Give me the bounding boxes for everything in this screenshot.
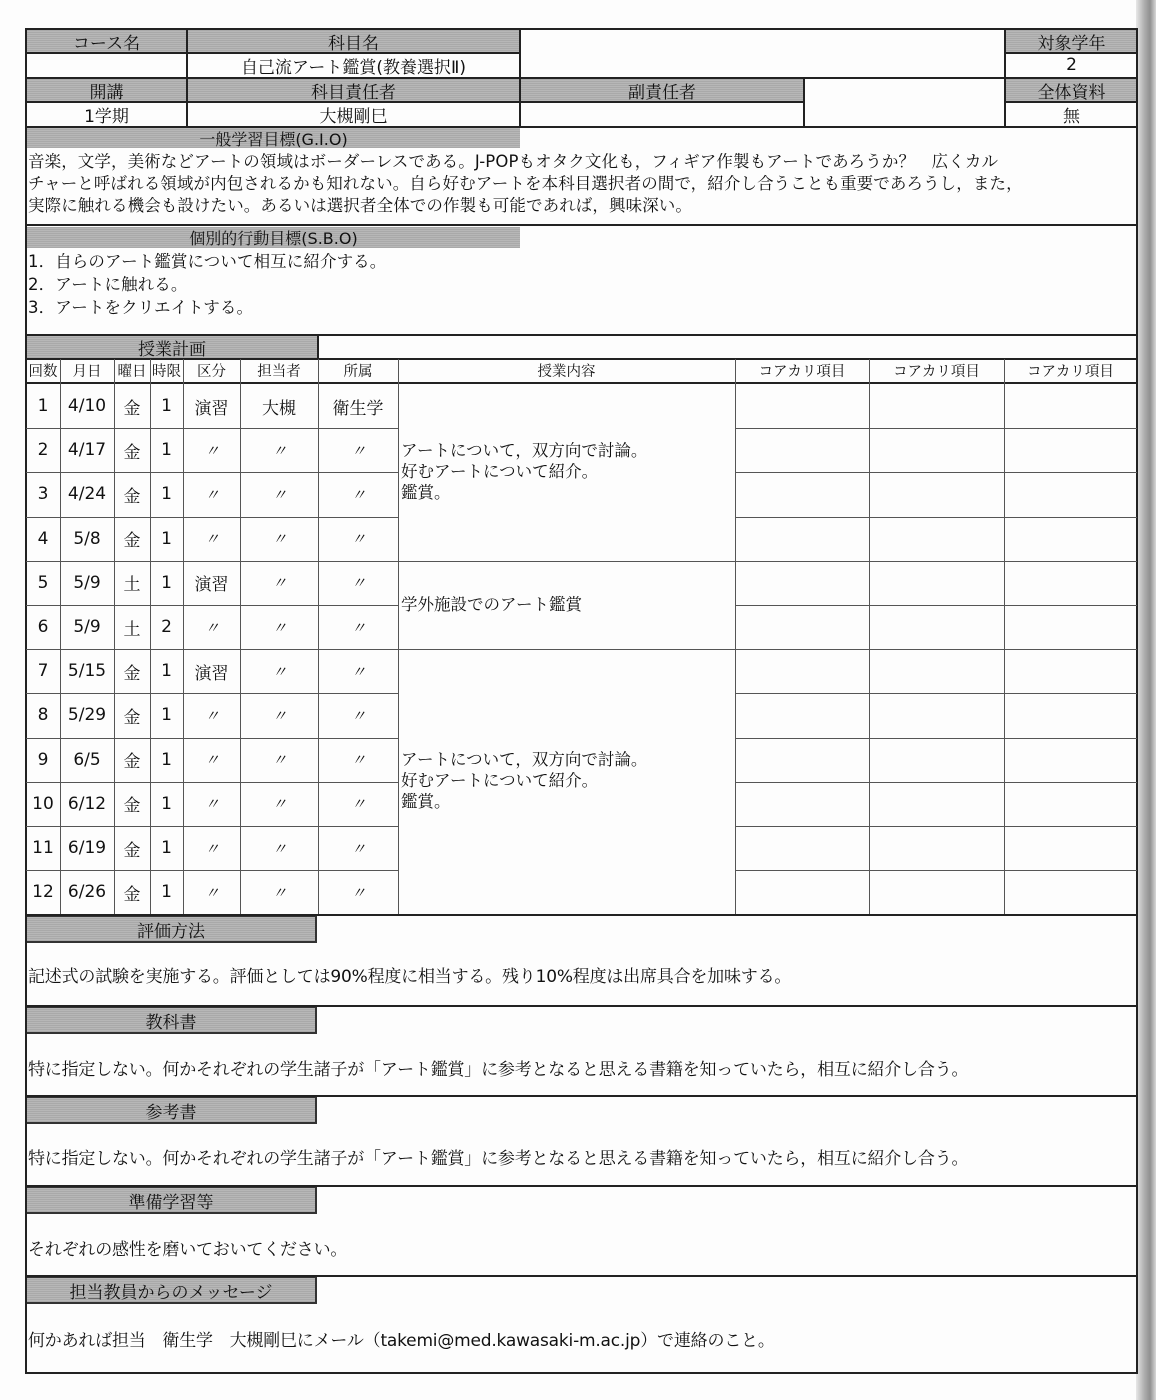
- content-line: 好むアートについて紹介。: [401, 462, 599, 481]
- core-curriculum-cell: [869, 605, 1004, 649]
- content-group-3: [401, 749, 647, 812]
- lesson-teacher: 〃: [271, 662, 286, 681]
- lesson-period: 1: [161, 705, 172, 726]
- lesson-date: 5/9: [73, 572, 101, 593]
- core-curriculum-cell: [1004, 428, 1137, 472]
- core-curriculum-cell: [869, 826, 1004, 870]
- lesson-date: 6/26: [67, 882, 107, 903]
- responsible-value: 大槻剛巳: [319, 106, 388, 127]
- sbo-item-3: 3．アートをクリエイトする。: [28, 298, 254, 317]
- content-line: アートについて，双方向で討論。: [401, 441, 648, 460]
- lesson-type: 〃: [204, 839, 219, 858]
- lesson-number: 1: [37, 396, 49, 417]
- materials-value: 無: [1063, 106, 1080, 127]
- lesson-number: 5: [37, 572, 49, 593]
- lesson-teacher: 〃: [271, 441, 286, 460]
- lesson-type: 演習: [194, 398, 229, 419]
- core-curriculum-cell: [869, 782, 1004, 826]
- responsible-label: 科目責任者: [187, 78, 520, 102]
- term-label: 開講: [26, 78, 187, 102]
- evaluation-label: 評価方法: [25, 915, 317, 943]
- core-curriculum-cell: [735, 384, 869, 428]
- core-curriculum-cell: [869, 561, 1004, 605]
- lesson-number: 3: [37, 484, 49, 505]
- lesson-type: 〃: [204, 485, 219, 504]
- lesson-weekday: 金: [123, 884, 141, 905]
- preparation-label: 準備学習等: [25, 1186, 317, 1214]
- lesson-type: 〃: [204, 795, 219, 814]
- core-curriculum-cell: [869, 693, 1004, 737]
- preparation-text: それぞれの感性を磨いておいてください。: [28, 1240, 348, 1260]
- column-header: 回数: [28, 364, 58, 380]
- lesson-weekday: 金: [123, 840, 141, 861]
- scan-page-edge: [1136, 0, 1156, 1400]
- lesson-number: 10: [32, 793, 54, 814]
- core-curriculum-cell: [869, 649, 1004, 693]
- gio-label: 一般学習目標(G.I.O): [27, 128, 520, 148]
- core-curriculum-cell: [735, 826, 869, 870]
- core-curriculum-cell: [735, 605, 869, 649]
- column-header: 時限: [152, 364, 181, 380]
- core-curriculum-cell: [869, 738, 1004, 782]
- lesson-type: 〃: [204, 706, 219, 725]
- core-curriculum-cell: [1004, 693, 1137, 737]
- lesson-type: 〃: [204, 751, 219, 770]
- lesson-date: 6/5: [73, 749, 101, 770]
- lesson-teacher: 〃: [271, 574, 286, 593]
- content-line: 鑑賞。: [401, 483, 451, 502]
- core-curriculum-cell: [1004, 384, 1137, 428]
- lesson-type: 演習: [194, 663, 229, 684]
- lesson-weekday: 土: [123, 575, 141, 596]
- course-name-value: [26, 53, 187, 77]
- core-curriculum-cell: [869, 517, 1004, 561]
- subject-name-value: 自己流アート鑑賞(教養選択Ⅱ): [240, 57, 467, 78]
- core-curriculum-cell: [869, 870, 1004, 914]
- message-label: 担当教員からのメッセージ: [25, 1276, 317, 1304]
- sbo-item-1: 1．自らのアート鑑賞について相互に紹介する。: [28, 252, 387, 271]
- lesson-dept: 〃: [350, 530, 365, 549]
- evaluation-text: 記述式の試験を実施する。評価としては90%程度に相当する。残り10%程度は出席具合を加味する。: [28, 967, 792, 987]
- core-curriculum-cell: [735, 870, 869, 914]
- lesson-dept: 〃: [350, 706, 365, 725]
- gio-line-2: チャーと呼ばれる領域が内包されるかも知れない。自ら好むアートを本科目選択者の間で，紹介し合うことも重要であろうし，また，: [28, 174, 1023, 193]
- lesson-teacher: 〃: [271, 751, 286, 770]
- course-name-label: コース名: [26, 29, 187, 53]
- lesson-number: 6: [37, 617, 49, 638]
- lesson-date: 5/8: [73, 528, 101, 549]
- core-curriculum-cell: [1004, 472, 1137, 516]
- sbo-label: 個別的行動目標(S.B.O): [27, 227, 520, 248]
- lesson-dept: 〃: [350, 883, 365, 902]
- column-header: 授業内容: [537, 364, 596, 380]
- lesson-teacher: 〃: [271, 618, 286, 637]
- lesson-type: 演習: [194, 575, 229, 596]
- core-curriculum-cell: [869, 428, 1004, 472]
- subject-name-label: 科目名: [187, 29, 520, 53]
- core-curriculum-cell: [735, 649, 869, 693]
- sbo-item-2: 2．アートに触れる。: [28, 275, 188, 294]
- lesson-weekday: 土: [123, 619, 141, 640]
- content-line: 学外施設でのアート鑑賞: [401, 595, 583, 614]
- lesson-period: 1: [161, 440, 172, 461]
- lesson-type: 〃: [204, 883, 219, 902]
- lesson-dept: 〃: [350, 441, 365, 460]
- lesson-dept: 〃: [350, 662, 365, 681]
- lesson-dept: 衛生学: [332, 398, 384, 419]
- core-curriculum-cell: [735, 472, 869, 516]
- lesson-dept: 〃: [350, 839, 365, 858]
- lesson-type: 〃: [204, 441, 219, 460]
- core-curriculum-cell: [1004, 605, 1137, 649]
- core-curriculum-cell: [735, 693, 869, 737]
- column-header: コアカリ項目: [1027, 364, 1114, 380]
- term-value: 1学期: [84, 106, 129, 127]
- content-line: アートについて，双方向で討論。: [401, 750, 648, 769]
- lesson-teacher: 〃: [271, 883, 286, 902]
- lesson-dept: 〃: [350, 751, 365, 770]
- lesson-weekday: 金: [123, 531, 141, 552]
- column-header: コアカリ項目: [758, 364, 846, 380]
- column-header: 区分: [197, 364, 226, 380]
- lesson-number: 12: [32, 882, 54, 903]
- gio-line-1: 音楽，文学，美術などアートの領域はボーダーレスである。J-POPもオタク文化も，フィギア作製もアートであろうか？ 広くカル: [28, 152, 999, 171]
- lesson-weekday: 金: [123, 796, 141, 817]
- lesson-date: 4/24: [67, 484, 107, 505]
- lesson-teacher: 〃: [271, 485, 286, 504]
- lesson-dept: 〃: [350, 574, 365, 593]
- core-curriculum-cell: [869, 384, 1004, 428]
- lesson-weekday: 金: [123, 442, 141, 463]
- lesson-weekday: 金: [123, 398, 141, 419]
- lesson-teacher: 〃: [271, 839, 286, 858]
- core-curriculum-cell: [869, 472, 1004, 516]
- vice-responsible-label: 副責任者: [520, 78, 804, 102]
- lesson-weekday: 金: [123, 486, 141, 507]
- schedule-label: 授業計画: [27, 336, 317, 358]
- core-curriculum-cell: [1004, 870, 1137, 914]
- lesson-date: 5/29: [67, 705, 107, 726]
- core-curriculum-cell: [735, 517, 869, 561]
- lesson-weekday: 金: [123, 707, 141, 728]
- target-year-label: 対象学年: [1005, 29, 1138, 53]
- lesson-period: 1: [161, 793, 172, 814]
- lesson-period: 1: [161, 838, 172, 859]
- lesson-teacher: 大槻: [262, 398, 296, 419]
- column-header: 曜日: [117, 364, 147, 380]
- lesson-teacher: 〃: [271, 706, 286, 725]
- reference-text: 特に指定しない。何かそれぞれの学生諸子が「アート鑑賞」に参考となると思える書籍を知っていたら，相互に紹介し合う。: [28, 1149, 969, 1169]
- reference-label: 参考書: [25, 1096, 317, 1124]
- core-curriculum-cell: [1004, 561, 1137, 605]
- lesson-teacher: 〃: [271, 795, 286, 814]
- lesson-period: 1: [161, 484, 172, 505]
- lesson-date: 5/9: [73, 617, 101, 638]
- content-group-2: [401, 594, 582, 615]
- lesson-period: 1: [161, 528, 172, 549]
- content-line: 好むアートについて紹介。: [401, 771, 599, 790]
- core-curriculum-cell: [735, 738, 869, 782]
- lesson-date: 6/12: [67, 793, 107, 814]
- lesson-number: 11: [32, 838, 54, 859]
- lesson-date: 4/17: [67, 440, 107, 461]
- core-curriculum-cell: [735, 561, 869, 605]
- lesson-type: 〃: [204, 530, 219, 549]
- lesson-weekday: 金: [123, 752, 141, 773]
- message-text: 何かあれば担当 衛生学 大槻剛巳にメール（takemi@med.kawasaki-m.ac.jp）で連絡のこと。: [28, 1331, 775, 1351]
- textbook-label: 教科書: [25, 1006, 317, 1034]
- lesson-type: 〃: [204, 618, 219, 637]
- textbook-text: 特に指定しない。何かそれぞれの学生諸子が「アート鑑賞」に参考となると思える書籍を知っていたら，相互に紹介し合う。: [28, 1060, 969, 1080]
- core-curriculum-cell: [1004, 782, 1137, 826]
- core-curriculum-cell: [1004, 826, 1137, 870]
- content-group-1: [401, 440, 647, 503]
- column-header: コアカリ項目: [893, 364, 980, 380]
- lesson-date: 4/10: [67, 396, 107, 417]
- materials-label: 全体資料: [1005, 78, 1138, 102]
- gio-line-3: 実際に触れる機会も設けたい。あるいは選択者全体での作製も可能であれば，興味深い。: [28, 196, 692, 215]
- core-curriculum-cell: [1004, 649, 1137, 693]
- core-curriculum-cell: [1004, 738, 1137, 782]
- lesson-dept: 〃: [350, 795, 365, 814]
- core-curriculum-cell: [735, 782, 869, 826]
- lesson-number: 8: [37, 705, 49, 726]
- content-line: 鑑賞。: [401, 792, 451, 811]
- target-year-value: 2: [1066, 55, 1077, 75]
- lesson-dept: 〃: [350, 618, 365, 637]
- column-header: 所属: [343, 364, 373, 380]
- lesson-number: 9: [37, 749, 49, 770]
- lesson-period: 1: [161, 396, 172, 417]
- lesson-period: 1: [161, 882, 172, 903]
- lesson-period: 2: [161, 617, 172, 638]
- lesson-weekday: 金: [123, 663, 141, 684]
- column-header: 担当者: [257, 364, 301, 380]
- lesson-date: 6/19: [67, 838, 107, 859]
- core-curriculum-cell: [1004, 517, 1137, 561]
- column-header: 月日: [72, 364, 102, 380]
- lesson-period: 1: [161, 572, 172, 593]
- lesson-number: 4: [37, 528, 49, 549]
- core-curriculum-cell: [735, 428, 869, 472]
- lesson-teacher: 〃: [271, 530, 286, 549]
- lesson-number: 7: [37, 661, 49, 682]
- lesson-period: 1: [161, 661, 172, 682]
- lesson-number: 2: [37, 440, 49, 461]
- lesson-date: 5/15: [67, 661, 107, 682]
- lesson-dept: 〃: [350, 485, 365, 504]
- lesson-period: 1: [161, 749, 172, 770]
- vice-responsible-value: [520, 102, 804, 126]
